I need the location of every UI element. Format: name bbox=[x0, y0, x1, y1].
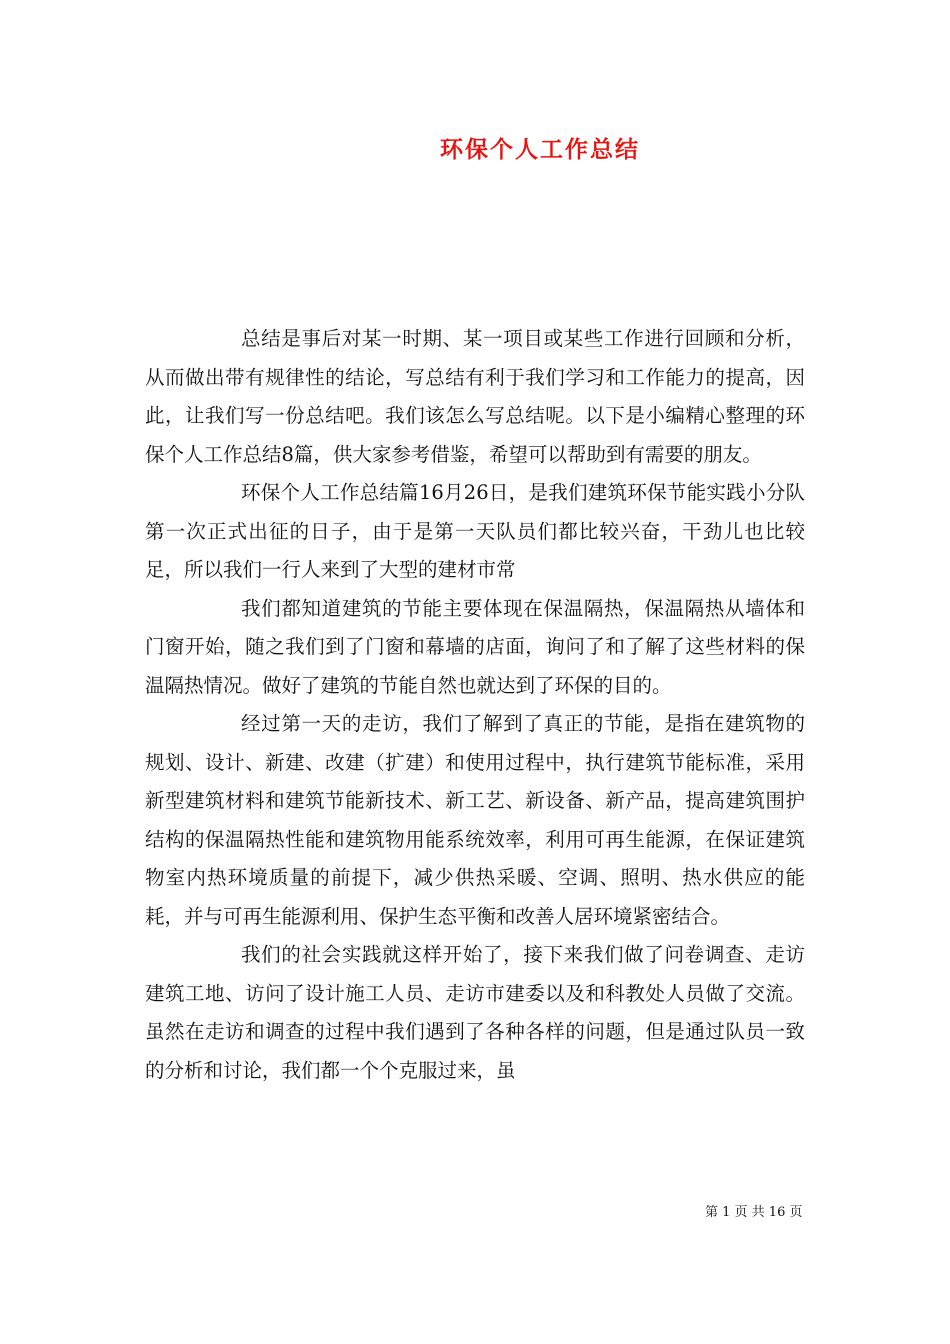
paragraph-1: 环保个人工作总结篇16月26日，是我们建筑环保节能实践小分队第一次正式出征的日子，由于是第一天队员们都比较兴奋，干劲儿也比较足，所以我们一行人来到了大型的建材市常 bbox=[145, 481, 805, 581]
paragraph-2: 我们都知道建筑的节能主要体现在保温隔热，保温隔热从墙体和门窗开始，随之我们到了门窗和幕墙的店面，询问了和了解了这些材料的保温隔热情况。做好了建筑的节能自然也就达到了环保的目的。 bbox=[145, 596, 805, 697]
document-body bbox=[145, 320, 805, 1090]
paragraph-intro: 总结是事后对某一时期、某一项目或某些工作进行回顾和分析，从而做出带有规律性的结论，写总结有利于我们学习和工作能力的提高，因此，让我们写一份总结吧。我们该怎么写总结呢。以下是小编精心整理的环保个人工作总结8篇，供大家参考借鉴，希望可以帮助到有需要的朋友。 bbox=[145, 327, 805, 466]
paragraph-3: 经过第一天的走访，我们了解到了真正的节能，是指在建筑物的规划、设计、新建、改建（扩建）和使用过程中，执行建筑节能标准，采用新型建筑材料和建筑节能新技术、新工艺、新设备、新产品，提高建筑围护结构的保温隔热性能和建筑物用能系统效率，利用可再生能源，在保证建筑物室内热环境质量的前提下，减少供热采暖、空调、照明、热水供应的能耗，并与可再生能源利用、保护生态平衡和改善人居环境紧密结合。 bbox=[145, 712, 805, 928]
page-number-footer: 第 1 页 共 16 页 bbox=[705, 1205, 803, 1220]
document-title: 环保个人工作总结 bbox=[440, 137, 640, 163]
paragraph-4: 我们的社会实践就这样开始了，接下来我们做了问卷调查、走访建筑工地、访问了设计施工人员、走访市建委以及和科教处人员做了交流。虽然在走访和调查的过程中我们遇到了各种各样的问题，但是通过队员一致的分析和讨论，我们都一个个克服过来，虽 bbox=[145, 943, 805, 1082]
